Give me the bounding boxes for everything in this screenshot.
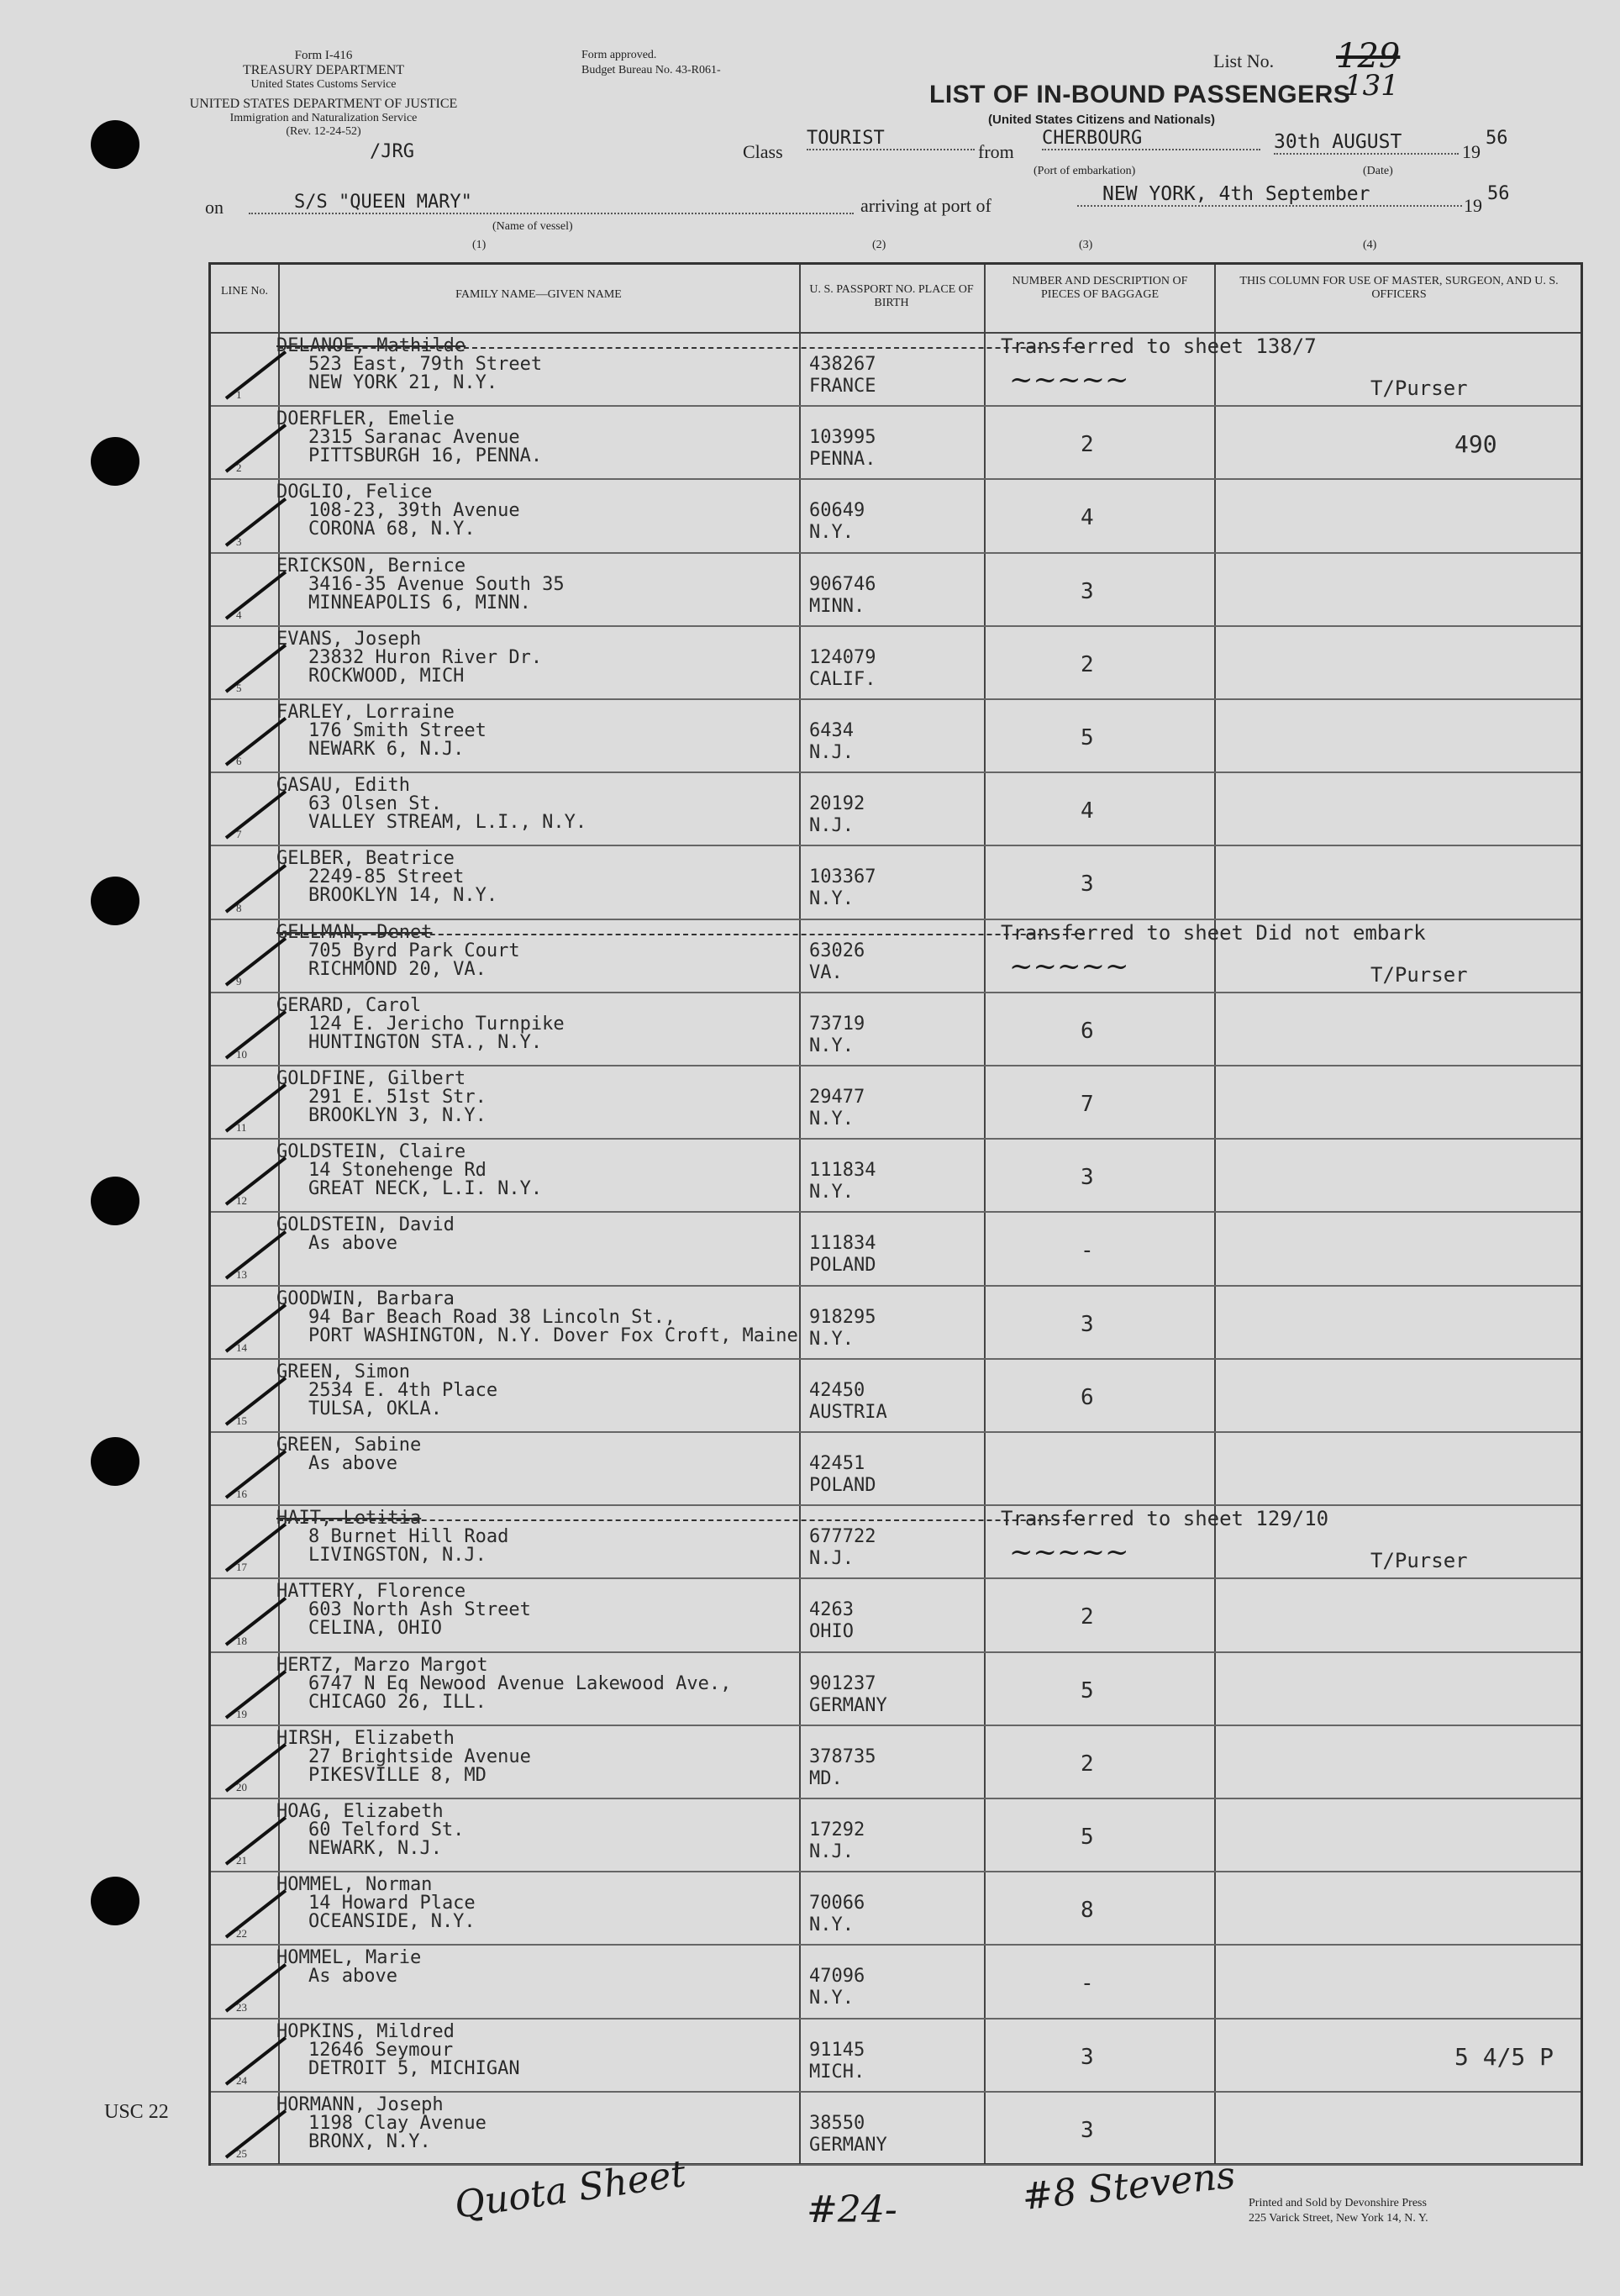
passport-number: 918295 bbox=[809, 1306, 876, 1328]
check-mark bbox=[225, 717, 287, 766]
check-mark bbox=[225, 1010, 287, 1060]
passenger-name: GELBER, Beatrice bbox=[276, 848, 455, 870]
baggage-count: 5 bbox=[1081, 1677, 1094, 1704]
passenger-name: GREEN, Sabine bbox=[276, 1435, 422, 1456]
table-header bbox=[211, 265, 1581, 334]
line-number: 18 bbox=[236, 1634, 247, 1647]
check-mark bbox=[225, 644, 287, 693]
purser-note: T/Purser bbox=[1370, 962, 1468, 987]
address-line-2: BRONX, N.Y. bbox=[308, 2130, 431, 2152]
place-of-birth: GERMANY bbox=[809, 1694, 887, 1716]
table-row bbox=[211, 1871, 1581, 1946]
table-row bbox=[211, 698, 1581, 773]
baggage-count: 2 bbox=[1081, 1604, 1094, 1630]
place-of-birth: N.Y. bbox=[809, 522, 854, 544]
table-row bbox=[211, 1504, 1581, 1579]
line-number: 13 bbox=[236, 1267, 247, 1281]
header-passport: U. S. PASSPORT NO. PLACE OF BIRTH bbox=[809, 283, 974, 309]
year-1: 56 bbox=[1486, 128, 1508, 149]
address-line-1: 63 Olsen St. bbox=[308, 793, 442, 815]
passenger-name: DOERFLER, Emelie bbox=[276, 408, 455, 430]
table-row bbox=[211, 405, 1581, 480]
passport-number: 124079 bbox=[809, 646, 876, 668]
line-number: 22 bbox=[236, 1927, 247, 1941]
address-line-2: MINNEAPOLIS 6, MINN. bbox=[308, 592, 531, 613]
address-line-1: 108-23, 39th Avenue bbox=[308, 500, 520, 522]
arriving-label: arriving at port of bbox=[860, 195, 991, 216]
check-mark bbox=[225, 864, 287, 914]
check-mark bbox=[225, 1743, 287, 1793]
passenger-name: GASAU, Edith bbox=[276, 775, 410, 797]
check-mark bbox=[225, 1083, 287, 1133]
column-1-number: (1) bbox=[472, 239, 487, 251]
passport-number: 103995 bbox=[809, 427, 876, 449]
transfer-note: Transferred to sheet 129/10 bbox=[1001, 1507, 1329, 1531]
place-of-birth: N.Y. bbox=[809, 1988, 854, 2009]
passenger-name: FARLEY, Lorraine bbox=[276, 702, 455, 723]
place-of-birth: CALIF. bbox=[809, 668, 876, 690]
line-number: 5 bbox=[236, 681, 242, 694]
usc-mark: USC 22 bbox=[104, 2101, 169, 2123]
baggage-count: 4 bbox=[1081, 798, 1094, 824]
check-mark bbox=[225, 1450, 287, 1499]
column-2-number: (2) bbox=[872, 239, 886, 251]
place-of-birth: N.J. bbox=[809, 742, 854, 763]
table-row bbox=[211, 1431, 1581, 1506]
signature-scribble: ~~~~~ bbox=[1009, 949, 1129, 983]
table-row bbox=[211, 1138, 1581, 1213]
column-3-number: (3) bbox=[1079, 239, 1093, 251]
list-no-struck: 129 bbox=[1336, 37, 1401, 76]
document-title: LIST OF IN-BOUND PASSENGERS bbox=[929, 81, 1351, 108]
table-row bbox=[211, 478, 1581, 553]
jrg-initials: /JRG bbox=[370, 141, 414, 162]
line-number: 24 bbox=[236, 2073, 247, 2087]
table-row bbox=[211, 1944, 1581, 2019]
table-row bbox=[211, 1577, 1581, 1652]
place-of-birth: N.Y. bbox=[809, 888, 854, 910]
table-row bbox=[211, 332, 1581, 407]
year-2: 56 bbox=[1487, 183, 1510, 204]
passenger-name: GOODWIN, Barbara bbox=[276, 1288, 455, 1309]
baggage-count: 2 bbox=[1081, 432, 1094, 458]
passport-number: 438267 bbox=[809, 354, 876, 375]
check-mark bbox=[225, 571, 287, 620]
arrival-date: , 4th September bbox=[1195, 183, 1370, 205]
line-number: 4 bbox=[236, 608, 242, 621]
transfer-note: Transferred to sheet Did not embark bbox=[1001, 920, 1426, 945]
address-line-2: ROCKWOOD, MICH bbox=[308, 665, 465, 687]
passport-number: 91145 bbox=[809, 2039, 865, 2061]
address-line-1: 176 Smith Street bbox=[308, 720, 487, 741]
table-row bbox=[211, 2018, 1581, 2093]
check-mark bbox=[225, 1597, 287, 1646]
table-row bbox=[211, 1725, 1581, 1799]
address-line-2: DETROIT 5, MICHIGAN bbox=[308, 2057, 520, 2079]
table-row bbox=[211, 1065, 1581, 1140]
printer-line-1: Printed and Sold by Devonshire Press bbox=[1249, 2197, 1427, 2209]
form-number: Form I-416 bbox=[294, 49, 353, 62]
line-number: 14 bbox=[236, 1340, 247, 1354]
passenger-name: GOLDSTEIN, Claire bbox=[276, 1141, 466, 1163]
passport-number: 70066 bbox=[809, 1893, 865, 1914]
place-of-birth: POLAND bbox=[809, 1255, 876, 1277]
passenger-name: HOMMEL, Norman bbox=[276, 1874, 433, 1896]
baggage-count: - bbox=[1081, 1238, 1094, 1264]
passport-number: 4263 bbox=[809, 1599, 854, 1621]
officer-note: 490 bbox=[1454, 430, 1497, 459]
place-of-birth: FRANCE bbox=[809, 376, 876, 397]
customs-service: United States Customs Service bbox=[250, 78, 397, 91]
treasury-dept: TREASURY DEPARTMENT bbox=[242, 63, 405, 77]
class-value: TOURIST bbox=[807, 128, 975, 150]
check-mark bbox=[225, 350, 287, 400]
address-line-2: CORONA 68, N.Y. bbox=[308, 519, 476, 540]
address-line-2: BROOKLYN 3, N.Y. bbox=[308, 1105, 487, 1126]
arrival-port-date bbox=[1077, 183, 1462, 207]
passenger-name: HORMANN, Joseph bbox=[276, 2093, 444, 2115]
passenger-name: HATTERY, Florence bbox=[276, 1581, 466, 1603]
passenger-name: HOPKINS, Mildred bbox=[276, 2020, 455, 2042]
address-line-1: 14 Stonehenge Rd bbox=[308, 1160, 487, 1182]
check-mark bbox=[225, 2109, 287, 2159]
passenger-name: GREEN, Simon bbox=[276, 1361, 410, 1382]
passenger-name: GERARD, Carol bbox=[276, 994, 422, 1016]
passenger-name: HIRSH, Elizabeth bbox=[276, 1727, 455, 1749]
check-mark bbox=[225, 1156, 287, 1206]
ins-service: Immigration and Naturalization Service bbox=[229, 112, 418, 124]
place-of-birth: PENNA. bbox=[809, 449, 876, 471]
class-label: Class bbox=[743, 141, 783, 162]
line-number: 12 bbox=[236, 1194, 247, 1208]
baggage-count: 3 bbox=[1081, 1165, 1094, 1191]
place-of-birth: N.J. bbox=[809, 815, 854, 837]
address-line-1: 1198 Clay Avenue bbox=[308, 2112, 487, 2134]
revision: (Rev. 12-24-52) bbox=[286, 125, 361, 138]
address-line-1: As above bbox=[308, 1966, 397, 1988]
transfer-dash-line bbox=[278, 934, 1085, 935]
address-line-2: PIKESVILLE 8, MD bbox=[308, 1764, 487, 1786]
check-mark bbox=[225, 1523, 287, 1572]
place-of-birth: MD. bbox=[809, 1767, 843, 1789]
baggage-count: 3 bbox=[1081, 578, 1094, 604]
line-number: 16 bbox=[236, 1488, 247, 1501]
form-approved: Form approved. bbox=[581, 49, 657, 61]
table-row bbox=[211, 1285, 1581, 1360]
address-line-1: 291 E. 51st Str. bbox=[308, 1087, 487, 1108]
baggage-count: 3 bbox=[1081, 1311, 1094, 1337]
address-line-2: HUNTINGTON STA., N.Y. bbox=[308, 1031, 543, 1053]
address-line-2: CELINA, OHIO bbox=[308, 1618, 442, 1640]
passport-number: 6434 bbox=[809, 720, 854, 741]
passenger-name: GELLMAN, Denet bbox=[276, 921, 433, 943]
place-of-birth: N.Y. bbox=[809, 1109, 854, 1130]
place-of-birth: GERMANY bbox=[809, 2134, 887, 2156]
header-officers: THIS COLUMN FOR USE OF MASTER, SURGEON, AND U. S. OFFICERS bbox=[1239, 275, 1559, 301]
place-of-birth: MINN. bbox=[809, 595, 865, 617]
year-prefix-1: 19 bbox=[1462, 141, 1481, 162]
passport-number: 901237 bbox=[809, 1672, 876, 1694]
address-line-1: 60 Telford St. bbox=[308, 1819, 465, 1840]
passport-number: 378735 bbox=[809, 1746, 876, 1767]
address-line-1: 2534 E. 4th Place bbox=[308, 1379, 498, 1401]
address-line-1: 3416-35 Avenue South 35 bbox=[308, 573, 565, 595]
table-row bbox=[211, 1358, 1581, 1433]
passenger-name: DELANOE, Mathilde bbox=[276, 335, 466, 356]
line-number: 9 bbox=[236, 974, 242, 987]
address-line-2: PITTSBURGH 16, PENNA. bbox=[308, 445, 543, 467]
check-mark bbox=[225, 1963, 287, 2013]
passport-number: 60649 bbox=[809, 500, 865, 522]
embarkation-caption: (Port of embarkation) bbox=[1034, 165, 1136, 177]
place-of-birth: MICH. bbox=[809, 2061, 865, 2083]
passport-number: 111834 bbox=[809, 1160, 876, 1182]
passport-number: 63026 bbox=[809, 940, 865, 961]
passport-number: 47096 bbox=[809, 1966, 865, 1988]
place-of-birth: N.Y. bbox=[809, 1914, 854, 1936]
check-mark bbox=[225, 1230, 287, 1280]
passenger-name: ERICKSON, Bernice bbox=[276, 555, 466, 577]
address-line-1: 23832 Huron River Dr. bbox=[308, 646, 543, 668]
table-row bbox=[211, 2091, 1581, 2166]
line-number: 15 bbox=[236, 1414, 247, 1427]
baggage-count: 6 bbox=[1081, 1018, 1094, 1044]
check-mark bbox=[225, 1303, 287, 1353]
punch-hole bbox=[91, 1437, 139, 1486]
transfer-dash-line bbox=[278, 1519, 1085, 1521]
place-of-birth: OHIO bbox=[809, 1621, 854, 1643]
form-issuer-block bbox=[160, 49, 487, 139]
table-row bbox=[211, 919, 1581, 993]
passport-number: 38550 bbox=[809, 2112, 865, 2134]
purser-note: T/Purser bbox=[1370, 1549, 1468, 1573]
place-of-birth: N.Y. bbox=[809, 1035, 854, 1056]
check-mark bbox=[225, 2036, 287, 2086]
document-subtitle: (United States Citizens and Nationals) bbox=[988, 113, 1216, 127]
address-line-2: TULSA, OKLA. bbox=[308, 1398, 442, 1419]
passenger-name: GOLDFINE, Gilbert bbox=[276, 1068, 466, 1089]
table-row bbox=[211, 771, 1581, 846]
list-no-value: 131 bbox=[1344, 69, 1399, 103]
punch-hole bbox=[91, 1877, 139, 1925]
address-line-2: LIVINGSTON, N.J. bbox=[308, 1545, 487, 1567]
address-line-1: 603 North Ash Street bbox=[308, 1599, 531, 1621]
line-number: 11 bbox=[236, 1121, 247, 1135]
address-line-1: 523 East, 79th Street bbox=[308, 354, 543, 375]
passport-number: 42451 bbox=[809, 1453, 865, 1474]
header-line-no: LINE No. bbox=[221, 285, 268, 298]
address-line-2: NEWARK 6, N.J. bbox=[308, 739, 465, 760]
line-number: 2 bbox=[236, 461, 242, 475]
signature-scribble: ~~~~~ bbox=[1009, 363, 1129, 397]
table-row bbox=[211, 845, 1581, 919]
address-line-1: 27 Brightside Avenue bbox=[308, 1746, 531, 1767]
table-row bbox=[211, 1211, 1581, 1286]
baggage-count: 2 bbox=[1081, 651, 1094, 677]
line-number: 25 bbox=[236, 2146, 247, 2160]
line-number: 23 bbox=[236, 2000, 247, 2014]
address-line-1: As above bbox=[308, 1233, 397, 1255]
from-value: CHERBOURG bbox=[1042, 128, 1260, 150]
address-line-2: BROOKLYN 14, N.Y. bbox=[308, 885, 498, 907]
address-line-2: GREAT NECK, L.I. N.Y. bbox=[308, 1178, 543, 1200]
passenger-name: HOAG, Elizabeth bbox=[276, 1801, 444, 1822]
header-family-name: FAMILY NAME—GIVEN NAME bbox=[455, 288, 622, 301]
baggage-count: 3 bbox=[1081, 2117, 1094, 2143]
handwritten-quota: Quota Sheet bbox=[451, 2151, 689, 2228]
passenger-name: HERTZ, Marzo Margot bbox=[276, 1654, 488, 1676]
address-line-1: 12646 Seymour bbox=[308, 2039, 454, 2061]
line-number: 6 bbox=[236, 755, 242, 768]
handwritten-number: #24- bbox=[807, 2188, 897, 2231]
baggage-count: 2 bbox=[1081, 1751, 1094, 1777]
passport-number: 20192 bbox=[809, 793, 865, 815]
punch-hole bbox=[91, 120, 139, 169]
baggage-count: 3 bbox=[1081, 872, 1094, 898]
check-mark bbox=[225, 1670, 287, 1719]
address-line-2: CHICAGO 26, ILL. bbox=[308, 1691, 487, 1713]
line-number: 21 bbox=[236, 1854, 247, 1867]
place-of-birth: N.J. bbox=[809, 1548, 854, 1570]
address-line-1: 14 Howard Place bbox=[308, 1893, 476, 1914]
place-of-birth: N.Y. bbox=[809, 1328, 854, 1350]
punch-hole bbox=[91, 437, 139, 486]
passenger-name: GOLDSTEIN, David bbox=[276, 1214, 455, 1236]
address-line-1: 2315 Saranac Avenue bbox=[308, 427, 520, 449]
baggage-count: 3 bbox=[1081, 2044, 1094, 2070]
baggage-count: 7 bbox=[1081, 1092, 1094, 1117]
punch-hole bbox=[91, 877, 139, 925]
place-of-birth: POLAND bbox=[809, 1475, 876, 1496]
passport-number: 906746 bbox=[809, 573, 876, 595]
passenger-name: EVANS, Joseph bbox=[276, 628, 422, 650]
address-line-1: As above bbox=[308, 1453, 397, 1474]
passport-number: 17292 bbox=[809, 1819, 865, 1840]
passenger-name: HOMMEL, Marie bbox=[276, 1947, 422, 1969]
address-line-1: 124 E. Jericho Turnpike bbox=[308, 1013, 565, 1035]
table-row bbox=[211, 992, 1581, 1066]
place-of-birth: N.Y. bbox=[809, 1182, 854, 1203]
address-line-1: 705 Byrd Park Court bbox=[308, 940, 520, 961]
justice-dept: UNITED STATES DEPARTMENT OF JUSTICE bbox=[189, 97, 458, 111]
baggage-count: 4 bbox=[1081, 505, 1094, 531]
date-caption: (Date) bbox=[1363, 165, 1393, 177]
passport-number: 677722 bbox=[809, 1526, 876, 1548]
check-mark bbox=[225, 1816, 287, 1866]
check-mark bbox=[225, 937, 287, 987]
line-number: 19 bbox=[236, 1707, 247, 1720]
place-of-birth: VA. bbox=[809, 961, 843, 983]
address-line-2: NEWARK, N.J. bbox=[308, 1838, 442, 1859]
table-row bbox=[211, 552, 1581, 627]
passenger-name: HAIT, Letitia bbox=[276, 1508, 422, 1530]
address-line-2: RICHMOND 20, VA. bbox=[308, 958, 487, 980]
line-number: 1 bbox=[236, 388, 242, 402]
line-number: 3 bbox=[236, 535, 242, 548]
check-mark bbox=[225, 790, 287, 840]
purser-note: T/Purser bbox=[1370, 377, 1468, 400]
check-mark bbox=[225, 498, 287, 547]
table-row bbox=[211, 625, 1581, 700]
address-line-1: 8 Burnet Hill Road bbox=[308, 1526, 509, 1548]
transfer-note: Transferred to sheet 138/7 bbox=[1001, 334, 1317, 358]
budget-bureau: Budget Bureau No. 43-R061- bbox=[581, 64, 721, 76]
place-of-birth: AUSTRIA bbox=[809, 1401, 887, 1423]
address-line-2: PORT WASHINGTON, N.Y. Dover Fox Croft, Maine bbox=[308, 1324, 798, 1346]
from-label: from bbox=[978, 141, 1014, 162]
officer-note: 5 4/5 P bbox=[1454, 2042, 1554, 2071]
baggage-count: 6 bbox=[1081, 1384, 1094, 1410]
line-number: 8 bbox=[236, 901, 242, 914]
line-number: 10 bbox=[236, 1047, 247, 1061]
check-mark bbox=[225, 1889, 287, 1939]
baggage-count: 5 bbox=[1081, 725, 1094, 750]
signature-scribble: ~~~~~ bbox=[1009, 1535, 1129, 1570]
check-mark bbox=[225, 1377, 287, 1426]
passport-number: 73719 bbox=[809, 1013, 865, 1035]
line-number: 17 bbox=[236, 1561, 247, 1574]
baggage-count: 5 bbox=[1081, 1825, 1094, 1850]
departure-date: 30th AUGUST bbox=[1274, 131, 1459, 155]
address-line-2: NEW YORK 21, N.Y. bbox=[308, 372, 498, 393]
address-line-2: OCEANSIDE, N.Y. bbox=[308, 1911, 476, 1933]
baggage-count: 8 bbox=[1081, 1898, 1094, 1924]
place-of-birth: N.J. bbox=[809, 1841, 854, 1862]
passport-number: 111834 bbox=[809, 1233, 876, 1255]
on-label: on bbox=[205, 197, 224, 218]
punch-hole bbox=[91, 1177, 139, 1225]
year-prefix-2: 19 bbox=[1464, 195, 1482, 216]
printer-line-2: 225 Varick Street, New York 14, N. Y. bbox=[1249, 2212, 1428, 2225]
arrival-port: NEW YORK bbox=[1102, 183, 1196, 205]
line-number: 7 bbox=[236, 828, 242, 841]
header-baggage: NUMBER AND DESCRIPTION OF PIECES OF BAGGAGE bbox=[1012, 275, 1188, 301]
address-line-2: VALLEY STREAM, L.I., N.Y. bbox=[308, 812, 587, 834]
handwritten-note: #8 Stevens bbox=[1020, 2153, 1238, 2220]
passport-number: 103367 bbox=[809, 866, 876, 888]
line-number: 20 bbox=[236, 1780, 247, 1793]
address-line-1: 94 Bar Beach Road 38 Lincoln St., bbox=[308, 1306, 676, 1328]
address-line-1: 6747 N Eq Newood Avenue Lakewood Ave., bbox=[308, 1672, 732, 1694]
address-line-1: 2249-85 Street bbox=[308, 866, 465, 888]
passport-number: 42450 bbox=[809, 1379, 865, 1401]
vessel-caption: (Name of vessel) bbox=[492, 220, 573, 233]
passenger-name: DOGLIO, Felice bbox=[276, 482, 433, 503]
transfer-dash-line bbox=[278, 347, 1085, 349]
table-row bbox=[211, 1651, 1581, 1726]
vessel-name: S/S "QUEEN MARY" bbox=[249, 192, 854, 214]
check-mark bbox=[225, 424, 287, 473]
list-no-label: List No. bbox=[1213, 50, 1275, 71]
column-4-number: (4) bbox=[1363, 239, 1377, 251]
passenger-table bbox=[208, 262, 1583, 2166]
passport-number: 29477 bbox=[809, 1087, 865, 1108]
table-row bbox=[211, 1798, 1581, 1872]
baggage-count: - bbox=[1081, 1971, 1094, 1997]
